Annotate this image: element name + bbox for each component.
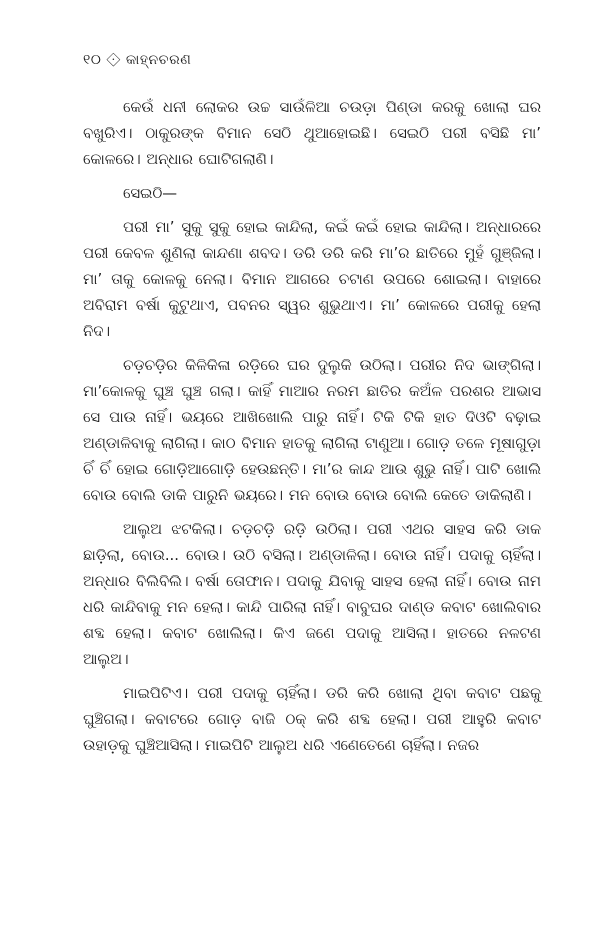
paragraph-4: ଚଡ଼ଚଡ଼ିର କିଳିକିଳା ରଡ଼ିରେ ଘର ଦୁଲୁକି ଉଠିଲା। ପରୀର ନିଦ ଭାଙ୍ଗିଲା। ମା’କୋଳକୁ ଘୁଞ୍ଚ ଘୁଞ୍ଚ ଗଲା। କାହିଁ ମାଆର ନରମ ଛାତିର କଅଁଳ ପରଶର ଆଭାସ ସେ ପାଉ ନାହିଁ। ଭୟରେ ଆଖିଖୋଲି ପାରୁ ନାହିଁ। ଟିକି ଟିକି ହାତ ଦିଓଟି ବଢ଼ାଇ ଅଣ୍ଡାଳିବାକୁ ଲାଗିଲା। କାଠ ବିମାନ ହାତକୁ ଲାଗିଲା ଟାଣୁଆ। ଗୋଡ଼ ତଳେ ମୂଷାଗୁଡ଼ା ଚିଁ ଚିଁ ହୋଇ ଗୋଡ଼ିଆଗୋଡ଼ି ହେଉଛନ୍ତି। ମା’ର କାନ୍ଦ ଆଉ ଶୁଭୁ ନାହିଁ। ପାଟି ଖୋଲି ବୋଉ ବୋଲି ଡାକି ପାରୁନି ଭୟରେ। ମନ ବୋଉ ବୋଉ ବୋଲି କେତେ ଡାକିଲାଣି। [83,357,541,504]
paragraph-3: ପରୀ ମା’ ସୁକୁ ସୁକୁ ହୋଇ କାନ୍ଦିଲା, କଇଁ କଇଁ ହୋଇ କାନ୍ଦିଲା। ଅନ୍ଧାରରେ ପରୀ କେବଳ ଶୁଣିଲା କାନ୍ଦଣା ଶବଦ। ଡରି ଡରି କରି ମା’ର ଛାତିରେ ମୁହଁ ଗୁଞ୍ଜିଲା। ମା’ ତାକୁ କୋଳକୁ ନେଲା। ବିମାନ ଆଗରେ ଚଟାଣ ଉପରେ ଶୋଇଲା। ବାହାରେ ଅବିରାମ ବର୍ଷା କୁଟୁଥାଏ, ପବନର ସ୍ୱର ଶୁଭୁଥାଏ। ମା’ କୋଳରେ ପରୀକୁ ହେଲା ନିଦ। [83,219,541,340]
running-head: ୧୦ ⟐ କାହ୍ନଚରଣ [83,52,192,68]
paragraph-5: ଆଲୁଅ ଝଟକିଲା। ଚଡ଼ଚଡ଼ି ରଡ଼ି ଉଠିଲା। ପରୀ ଏଥର ସାହସ କରି ଡାକ ଛାଡ଼ିଲା, ବୋଉ... ବୋଉ। ଉଠି ବସିଲା। ଅଣ୍ଡାଳିଲା। ବୋଉ ନାହିଁ। ପଦାକୁ ଚାହିଁଲା। ଅନ୍ଧାର ବିଲିବିଲି। ବର୍ଷା ତୋଫାନ। ପଦାକୁ ଯିବାକୁ ସାହସ ହେଲା ନାହିଁ। ବୋଉ ନାମ ଧରି କାନ୍ଦିବାକୁ ମନ ହେଲା। କାନ୍ଦି ପାରିଲା ନାହିଁ। ବାବୁଘର ଦାଣ୍ଡ କବାଟ ଖୋଲିବାର ଶବ୍ଦ ହେଲା। କବାଟ ଖୋଲିଲା। କିଏ ଜଣେ ପଦାକୁ ଆସିଲା। ହାତରେ ନଳଟଣ ଆଲୁଅ। [83,521,541,668]
paragraph-2: ସେଇଠି— [123,185,178,202]
paragraph-1: କେଉଁ ଧନୀ ଲୋକର ଉଚ୍ଚ ସାଉଁଳିଆ ଚଉଡ଼ା ପିଣ୍ଡା କରକୁ ଖୋଲା ଘର ବଖୁରିଏ। ଠାକୁରଙ୍କ ବିମାନ ସେଠି ଥୁଆହୋଇଛି। ସେଇଠି ପରୀ ବସିଛି ମା’ କୋଳରେ। ଅନ୍ଧାର ଘୋଟିଗଲାଣି। [83,99,541,168]
body-text [83,95,541,767]
paragraph-6: ମାଇପିଟିଏ। ପରୀ ପଦାକୁ ଚାହିଁଲା। ଡରି କରି ଖୋଲା ଥିବା କବାଟ ପଛକୁ ଘୁଞ୍ଚିଗଲା। କବାଟରେ ଗୋଡ଼ ବାଜି ଠକ୍ କରି ଶବ୍ଦ ହେଲା। ପରୀ ଆହୁରି କବାଟ ଉହାଡ଼କୁ ଘୁଞ୍ଚିଆସିଲା। ମାଇପିଟି ଆଲୁଅ ଧରି ଏଣେତେଣେ ଚାହିଁଲା। ନଜର [83,685,541,754]
